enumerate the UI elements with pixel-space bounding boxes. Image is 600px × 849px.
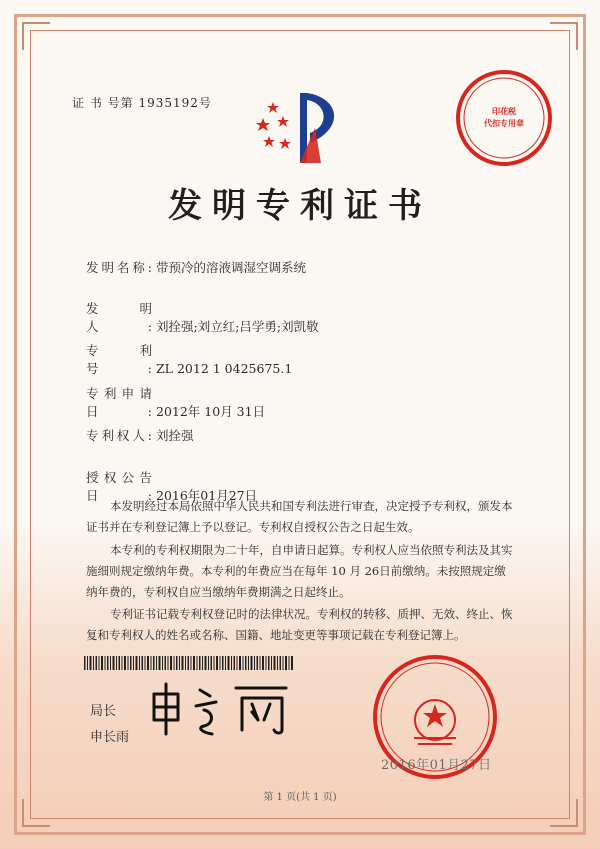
page-number: 第 1 页(共 1 页) [263,792,337,803]
field-label: 专利权人: [86,428,152,443]
svg-text:代扣专用章: 代扣专用章 [484,119,524,128]
patent-office-logo-icon [255,88,355,168]
certificate-title: 发明专利证书 [168,186,432,226]
body-paragraph-term: 本专利的专利权期限为二十年，自申请日起算。专利权人应当依照专利法及其实施细则规定缴纳年费。本专利的年费应当在每年 10 月 26日前缴纳。未按照规定缴纳年费的，专利权自应当缴纳年费期满之日起终止。 [86,543,513,599]
body-paragraph-grant: 本发明经过本局依照中华人民共和国专利法进行审查，决定授予专利权，颁发本证书并在专利登记簿上予以登记。专利权自授权公告之日起生效。 [86,499,513,534]
certificate-number: 证 书 号第 1935192号 [72,96,212,110]
corner-ornament [22,799,50,827]
corner-ornament [550,22,578,50]
corner-ornament [22,22,50,50]
body-paragraph-status: 专利证书记载专利权登记时的法律状况。专利权的转移、质押、无效、终止、恢复和专利权人的姓名或名称、国籍、地址变更等事项记载在专利登记簿上。 [86,607,513,642]
field-label: 专 利 号: [86,343,165,376]
field-patentee [86,426,194,444]
field-label: 发 明 人: [86,301,165,334]
field-value: 2016年01月27日 [156,488,258,503]
handwritten-signature-icon [148,680,298,740]
field-value: 2012年 10月 31日 [156,404,266,419]
field-invention-name [86,258,306,276]
field-label: 专利申请日: [86,386,152,419]
field-value: 刘拴强;刘立红;吕学勇;刘凯敬 [156,319,319,334]
field-inventors [86,299,319,335]
corner-ornament [550,799,578,827]
field-label: 授权公告日: [86,470,152,503]
agency-seal-icon [452,66,556,170]
signatory-name: 申长雨 [90,730,130,745]
field-value: 刘拴强 [156,428,194,443]
seal-date: 2016年01月27日 [381,758,492,773]
barcode-icon [84,656,294,670]
field-patent-number [86,341,292,377]
field-value: 带预冷的溶液调湿空调系统 [156,260,307,275]
field-application-date [86,384,265,420]
signatory-title: 局长 [90,704,117,719]
field-label: 发明名称: [86,260,152,275]
svg-text:印花税: 印花税 [492,107,516,116]
field-value: ZL 2012 1 0425675.1 [156,361,293,376]
